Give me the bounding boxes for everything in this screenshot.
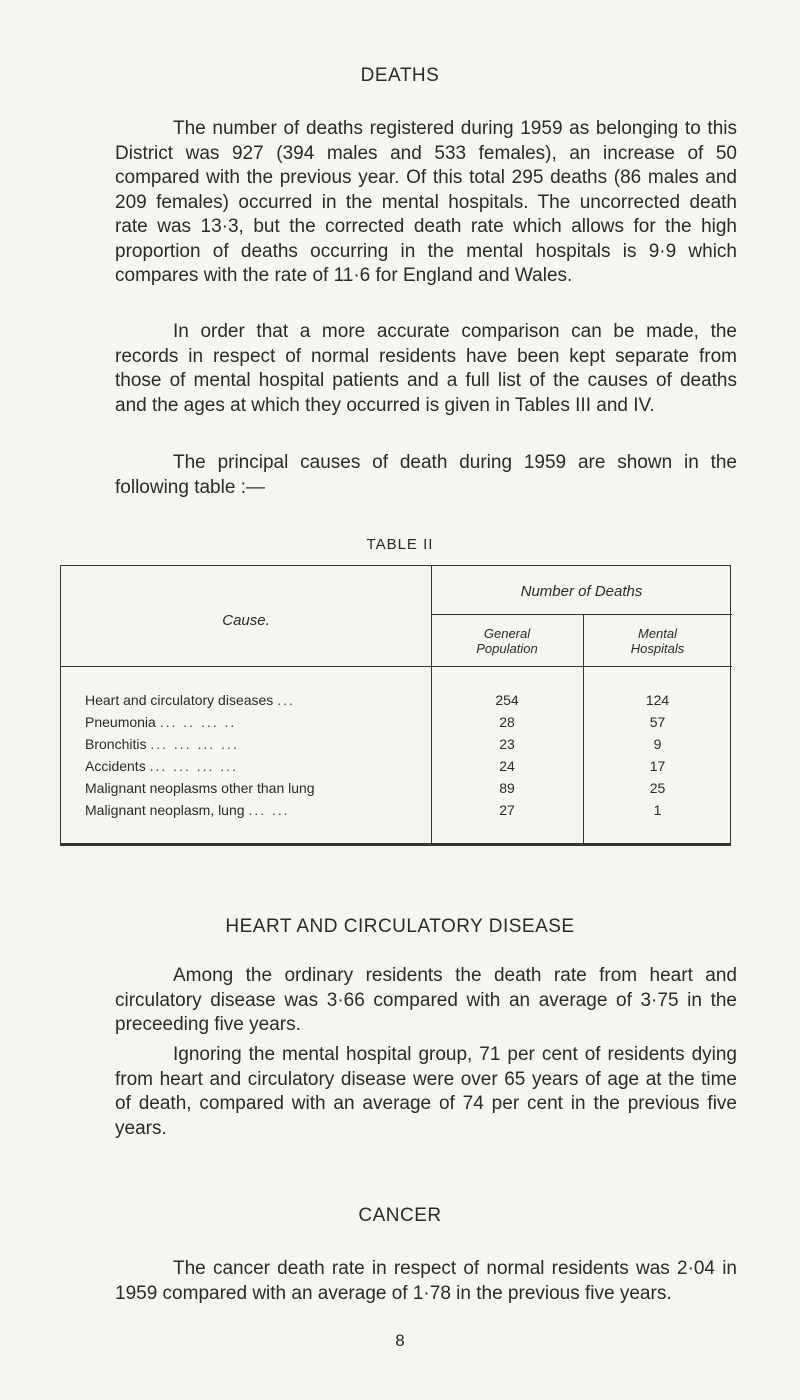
- table-divider: [61, 666, 732, 667]
- table-row: Accidents ... ... ... ... 24 17: [85, 758, 666, 774]
- heart-paragraph-2: Ignoring the mental hospital group, 71 per cent of residents dying from heart and circulatory disease were over 65 years of age at the time of death, compared with an average of 74 per cent in the previous five years.: [115, 1044, 737, 1139]
- heart-heading: HEART AND CIRCULATORY DISEASE: [225, 916, 575, 937]
- table-row: Malignant neoplasm, lung ... ... 27 1: [85, 802, 662, 818]
- deaths-paragraph-3: The principal causes of death during 1959 are shown in the following table :—: [115, 452, 737, 498]
- causes-of-death-table: [60, 565, 731, 846]
- deaths-paragraph-1: The number of deaths registered during 1959 as belonging to this District was 927 (394 males and 533 females), an increase of 50 compared with the previous year. Of this total 295 deaths (86 males and 209 females) occurred in the mental hospitals. The uncorrected death rate was 13·3, but the corrected death rate which allows for the high proportion of deaths occurring in the mental hospitals is 9·9 which compares with the rate of 11·6 for England and Wales.: [115, 118, 737, 286]
- header-general-population: General Population: [476, 626, 538, 656]
- cancer-paragraph-1: The cancer death rate in respect of normal residents was 2·04 in 1959 compared with an average of 1·78 in the previous five years.: [115, 1258, 737, 1304]
- table-row: Malignant neoplasms other than lung 89 25: [85, 780, 666, 796]
- header-mental-hospitals: Mental Hospitals: [630, 626, 685, 656]
- page-number: 8: [395, 1331, 405, 1350]
- table-row: Bronchitis ... ... ... ... 23 9: [85, 736, 662, 752]
- heart-paragraph-1: Among the ordinary residents the death rate from heart and circulatory disease was 3·66 compared with an average of 3·75 in the preceeding five years.: [115, 965, 737, 1035]
- deaths-heading: DEATHS: [360, 65, 440, 86]
- header-cause: Cause.: [222, 612, 270, 629]
- table-row: Pneumonia ... .. ... .. 28 57: [85, 714, 666, 730]
- table-title: TABLE II: [366, 536, 434, 553]
- cancer-heading: CANCER: [358, 1205, 442, 1226]
- table-row: Heart and circulatory diseases ... 254 124: [85, 692, 670, 708]
- table-divider: [431, 614, 732, 615]
- header-number-of-deaths: Number of Deaths: [520, 583, 643, 600]
- deaths-paragraph-2: In order that a more accurate comparison can be made, the records in respect of normal residents have been kept separate from those of mental hospital patients and a full list of the causes of deaths and the ages at which they occurred is given in Tables III and IV.: [115, 321, 737, 416]
